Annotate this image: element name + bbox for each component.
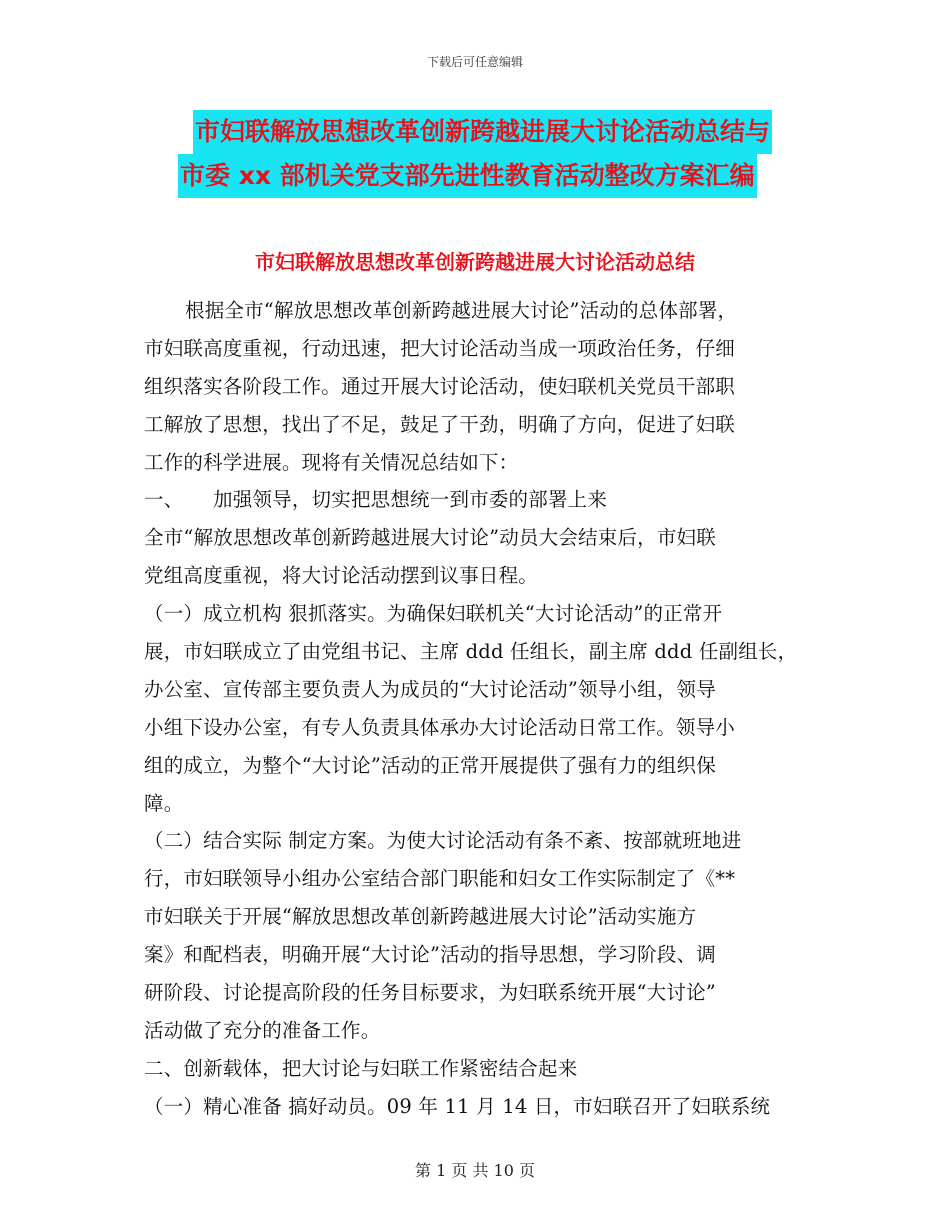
paragraph-line: 小组下设办公室，有专人负责具体承办大讨论活动日常工作。领导小 — [144, 715, 736, 739]
page-number: 第 1 页 共 10 页 — [415, 1161, 535, 1180]
paragraph-line: 全市“解放思想改革创新跨越进展大讨论”动员大会结束后，市妇联 — [144, 526, 716, 550]
paragraph-line: 办公室、宣传部主要负责人为成员的“大讨论活动”领导小组，领导 — [144, 677, 716, 701]
paragraph-line: 工作的科学进展。现将有关情况总结如下： — [144, 450, 519, 474]
heading-line: 二、创新载体，把大讨论与妇联工作紧密结合起来 — [144, 1056, 578, 1080]
paragraph-line: 案》和配档表，明确开展“大讨论”活动的指导思想，学习阶段、调 — [144, 943, 716, 967]
paragraph-line: 展，市妇联成立了由党组书记、主席 ddd 任组长，副主席 ddd 任副组长， — [144, 640, 798, 664]
paragraph-line: 根据全市“解放思想改革创新跨越进展大讨论”活动的总体部署， — [185, 299, 738, 322]
heading-line: 一、 加强领导，切实把思想统一到市委的部署上来 — [144, 488, 608, 512]
document-title-line-1: 市妇联解放思想改革创新跨越进展大讨论活动总结与 — [193, 110, 772, 154]
paragraph-line: 工解放了思想，找出了不足，鼓足了干劲，明确了方向，促进了妇联 — [144, 412, 736, 436]
paragraph-line: （一）精心准备 搞好动员。09 年 11 月 14 日，市妇联召开了妇联系统 — [144, 1094, 771, 1118]
paragraph-line: 组的成立，为整个“大讨论”活动的正常开展提供了强有力的组织保 — [144, 753, 716, 777]
paragraph-line: （二）结合实际 制定方案。为使大讨论活动有条不紊、按部就班地进 — [144, 829, 742, 853]
header-note: 下载后可任意编辑 — [426, 55, 523, 69]
paragraph-line: 活动做了充分的准备工作。 — [144, 1018, 381, 1042]
document-title-line-2: 市委 xx 部机关党支部先进性教育活动整改方案汇编 — [178, 154, 757, 198]
paragraph-line: 障。 — [144, 791, 184, 815]
paragraph-line: 市妇联关于开展“解放思想改革创新跨越进展大讨论”活动实施方 — [144, 905, 697, 929]
body-text — [144, 292, 834, 1126]
paragraph-line: （一）成立机构 狠抓落实。为确保妇联机关“大讨论活动”的正常开 — [144, 602, 723, 626]
section-title: 市妇联解放思想改革创新跨越进展大讨论活动总结 — [255, 250, 695, 274]
paragraph-line: 市妇联高度重视，行动迅速，把大讨论活动当成一项政治任务，仔细 — [144, 336, 736, 360]
paragraph-line: 组织落实各阶段工作。通过开展大讨论活动，使妇联机关党员干部职 — [144, 374, 736, 398]
paragraph-line: 党组高度重视，将大讨论活动摆到议事日程。 — [144, 564, 539, 588]
paragraph-line: 行，市妇联领导小组办公室结合部门职能和妇女工作实际制定了《** — [144, 867, 736, 891]
paragraph-line: 研阶段、讨论提高阶段的任务目标要求，为妇联系统开展“大讨论” — [144, 981, 716, 1005]
